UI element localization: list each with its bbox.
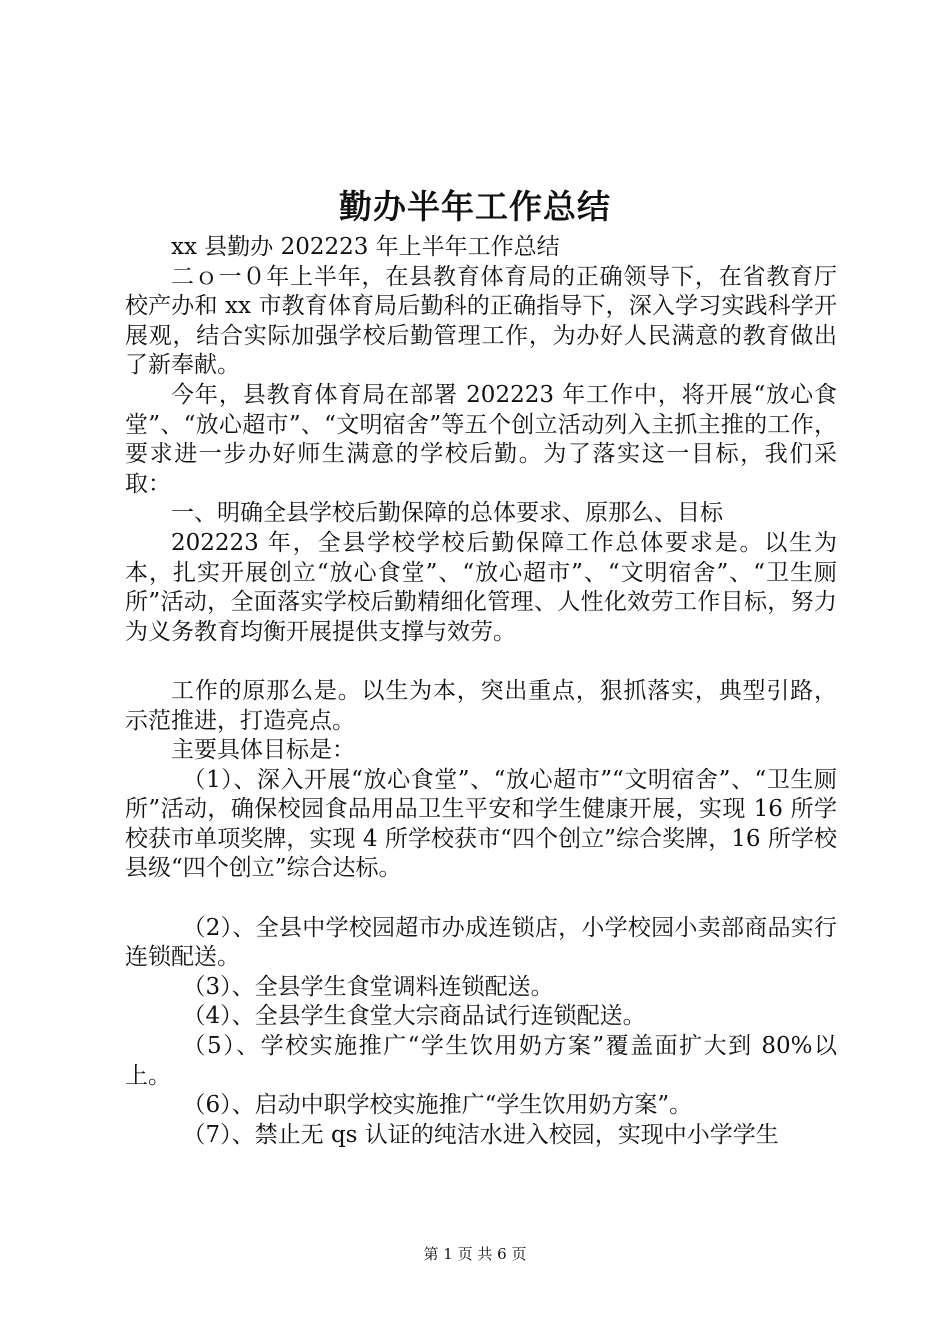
goal-item-3: （3）、全县学生食堂调料连锁配送。 xyxy=(182,973,554,1000)
page-number: 第 1 页 共 6 页 xyxy=(423,1245,527,1263)
paragraph-principle: 工作的原那么是。以生为本，突出重点，狠抓落实，典型引路，示范推进，打造亮点。 xyxy=(125,677,837,734)
section-heading-1: 一、明确全县学校后勤保障的总体要求、原那么、目标 xyxy=(171,500,723,527)
paragraph-intro: 二ｏ一０年上半年，在县教育体育局的正确领导下，在省教育厅校产办和 xx 市教育体育局后勤科的正确指导下，深入学习实践科学开展观，结合实际加强学校后勤管理工作，为办好人民满意的教育做出了新奉献。 xyxy=(125,263,837,379)
goal-item-6: （6）、启动中职学校实施推广“学生饮用奶方案”。 xyxy=(182,1092,693,1119)
paragraph-goals-heading: 主要具体目标是： xyxy=(171,737,355,764)
goal-item-5: （5）、学校实施推广“学生饮用奶方案”覆盖面扩大到 80%以上。 xyxy=(125,1033,837,1089)
goal-item-4: （4）、全县学生食堂大宗商品试行连锁配送。 xyxy=(182,1003,646,1030)
goal-item-1: （1）、深入开展“放心食堂”、“放心超市”“文明宿舍”、“卫生厕所”活动，确保校园食品用品卫生平安和学生健康开展，实现 16 所学校获市单项奖牌，实现 4 所学校获市“四个创立”综合奖牌，16 所学校县级“四个创立”综合达标。 xyxy=(125,766,837,882)
document-body xyxy=(125,233,837,1150)
document-title: 勤办半年工作总结 xyxy=(339,187,611,226)
paragraph-deployment: 今年，县教育体育局在部署 202223 年工作中，将开展“放心食堂”、“放心超市”、“文明宿舍”等五个创立活动列入主抓主推的工作，要求进一步办好师生满意的学校后勤。为了落实这一目标，我们采取： xyxy=(125,381,837,497)
paragraph-overall-requirement: 202223 年，全县学校学校后勤保障工作总体要求是。以生为本，扎实开展创立“放心食堂”、“放心超市”、“文明宿舍”、“卫生厕所”活动，全面落实学校后勤精细化管理、人性化效劳工作目标，努力为义务教育均衡开展提供支撑与效劳。 xyxy=(125,529,837,645)
paragraph-subtitle: xx 县勤办 202223 年上半年工作总结 xyxy=(171,234,560,260)
goal-item-7: （7）、禁止无 qs 认证的纯洁水进入校园，实现中小学学生 xyxy=(182,1121,779,1148)
goal-item-2: （2）、全县中学校园超市办成连锁店，小学校园小卖部商品实行连锁配送。 xyxy=(125,914,837,971)
